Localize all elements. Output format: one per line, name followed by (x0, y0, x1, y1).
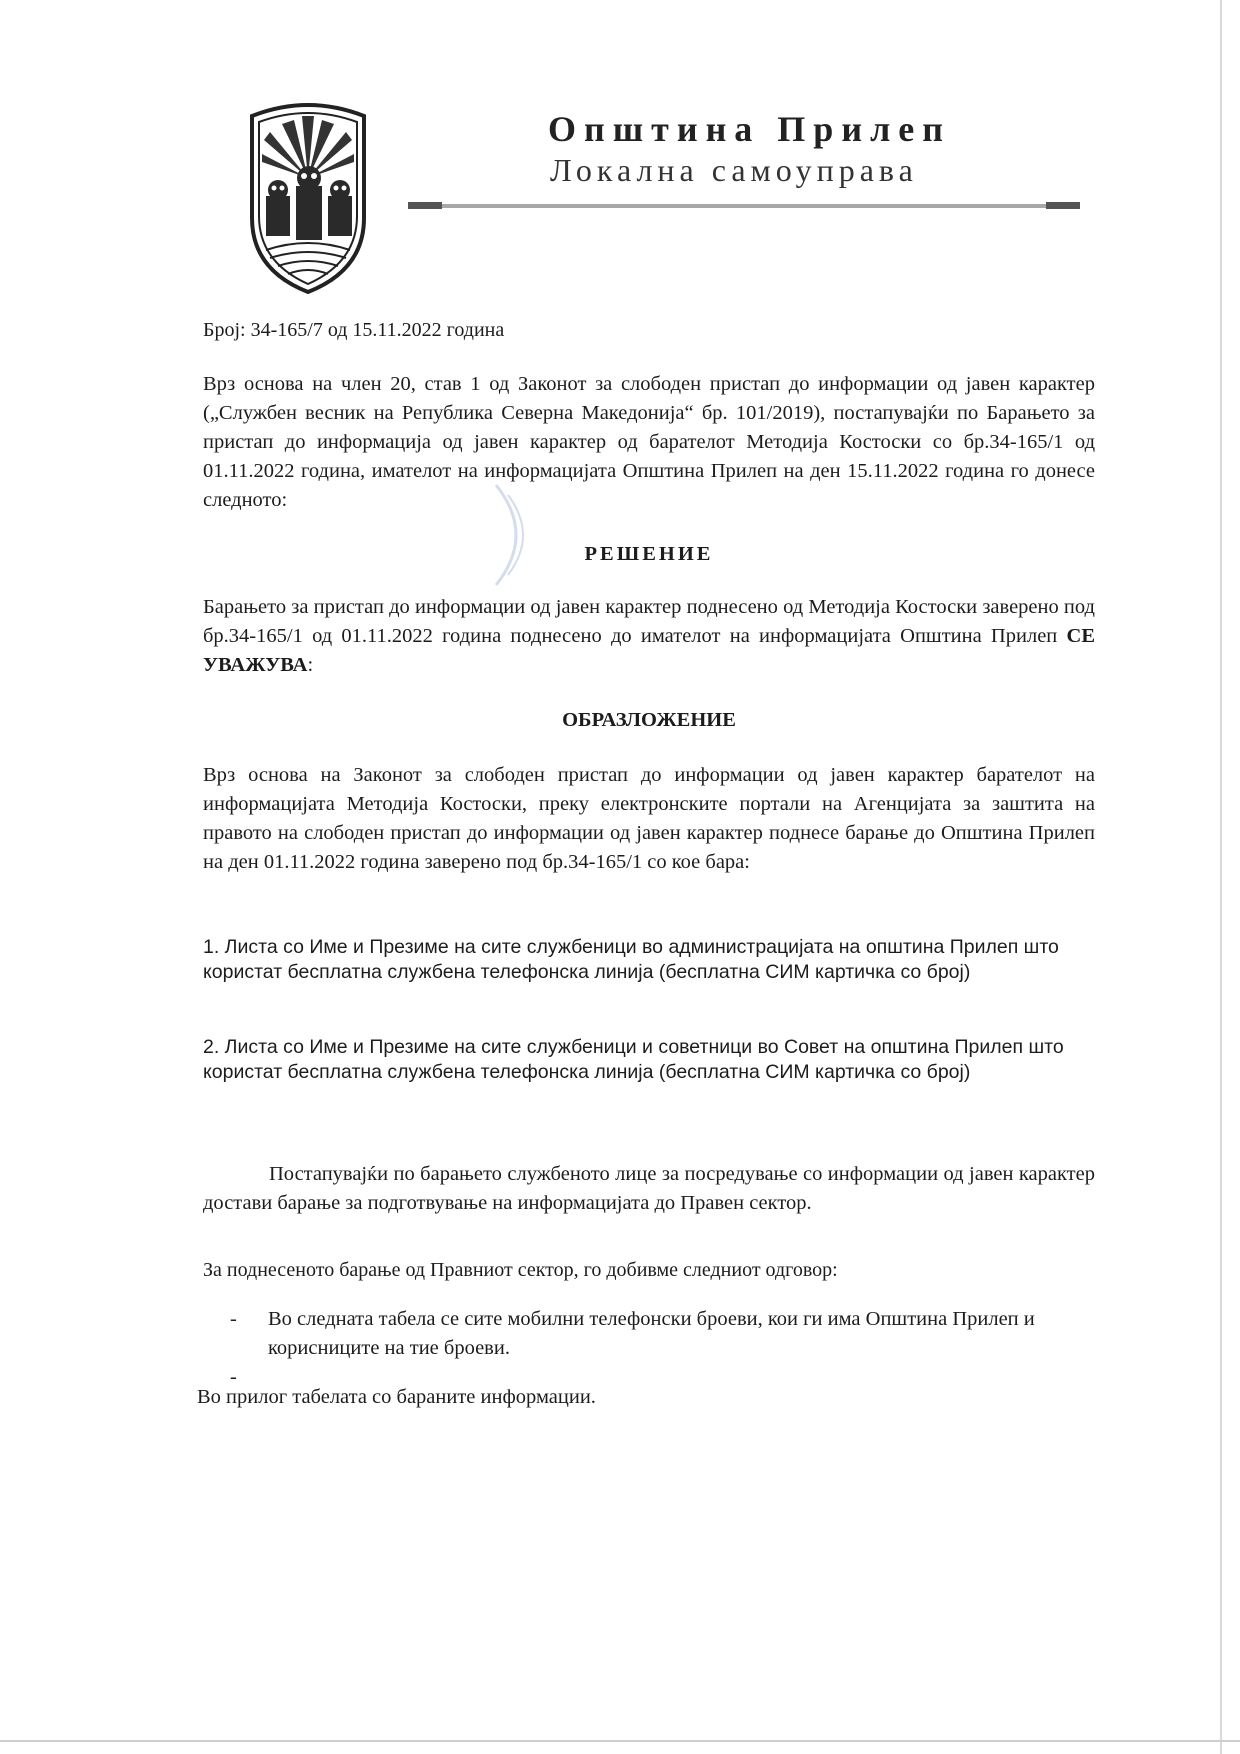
requested-item-2: 2. Листа со Име и Презиме на сите службеници и советници во Совет на општина Прилеп што користат бесплатна службена телефонска линија (бесплатна СИМ картичка со број) (203, 1036, 1064, 1083)
bullet-dash: - (230, 1308, 237, 1330)
closing-line: Во прилог табелата со бараните информации. (197, 1386, 596, 1408)
procedure-paragraph-text: Постапувајќи по барањето службеното лице за посредување со информации од јавен карактер достави барање за подготвување на информацијата до Правен сектор. (203, 1163, 1095, 1214)
intro-paragraph-text: Врз основа на член 20, став 1 од Законот за слободен пристап до информации од јавен карактер („Службен весник на Република Северна Македонија“ бр. 101/2019), постапувајќи по Барањето за пристап до информација од јавен карактер од барателот Методија Костоски со бр.34-165/1 од 01.11.2022 година, имателот на информацијата Општина Прилеп на ден 15.11.2022 година го донесе следното: (203, 373, 1095, 511)
municipality-crest-icon (242, 100, 374, 296)
header-rule (408, 200, 1080, 212)
reasoning-heading: ОБРАЗЛОЖЕНИЕ (562, 709, 736, 731)
bullet-dash: - (230, 1366, 237, 1388)
decision-text: Барањето за пристап до информации од јавен карактер поднесено од Методија Костоски заверено под бр.34-165/1 од 01.11.2022 година поднесено до имателот на информацијата Општина Прилеп (203, 596, 1095, 647)
list-item (230, 1305, 1080, 1363)
reasoning-paragraph-text: Врз основа на Законот за слободен пристап до информации од јавен карактер барателот на информацијата Методија Костоски, преку електронските портали на Агенцијата за заштита на правото на слободен пристап до информации од јавен карактер поднесе барање до Општина Прилеп на ден 01.11.2022 година заверено под бр.34-165/1 со кое бара: (203, 764, 1095, 873)
decision-paragraph (203, 593, 1095, 680)
letterhead-subtitle: Локална самоуправа (550, 152, 918, 188)
document-reference: Број: 34-165/7 од 15.11.2022 година (203, 319, 505, 341)
decision-heading: РЕШЕНИЕ (584, 543, 714, 565)
decision-end: : (307, 654, 314, 676)
bullet-text: Во следната табела се сите мобилни телефонски броеви, кои ги има Општина Прилеп и корисниците на тие броеви. (268, 1308, 1035, 1359)
decision-emphasis: СЕ УВАЖУВА (203, 625, 1095, 676)
page-edge (1220, 0, 1222, 1754)
procedure-paragraph (203, 1160, 1095, 1218)
page-edge (0, 1740, 1240, 1742)
response-bullets (230, 1305, 1080, 1387)
letterhead-title: Општина Прилеп (548, 109, 951, 149)
reasoning-paragraph (203, 761, 1095, 877)
intro-paragraph (203, 370, 1095, 515)
response-intro: За поднесеното барање од Правниот сектор, го добивме следниот одговор: (203, 1259, 838, 1281)
requested-item-1: 1. Листа со Име и Презиме на сите службеници во администрацијата на општина Прилеп што користат бесплатна службена телефонска линија (бесплатна СИМ картичка со број) (203, 936, 1059, 983)
